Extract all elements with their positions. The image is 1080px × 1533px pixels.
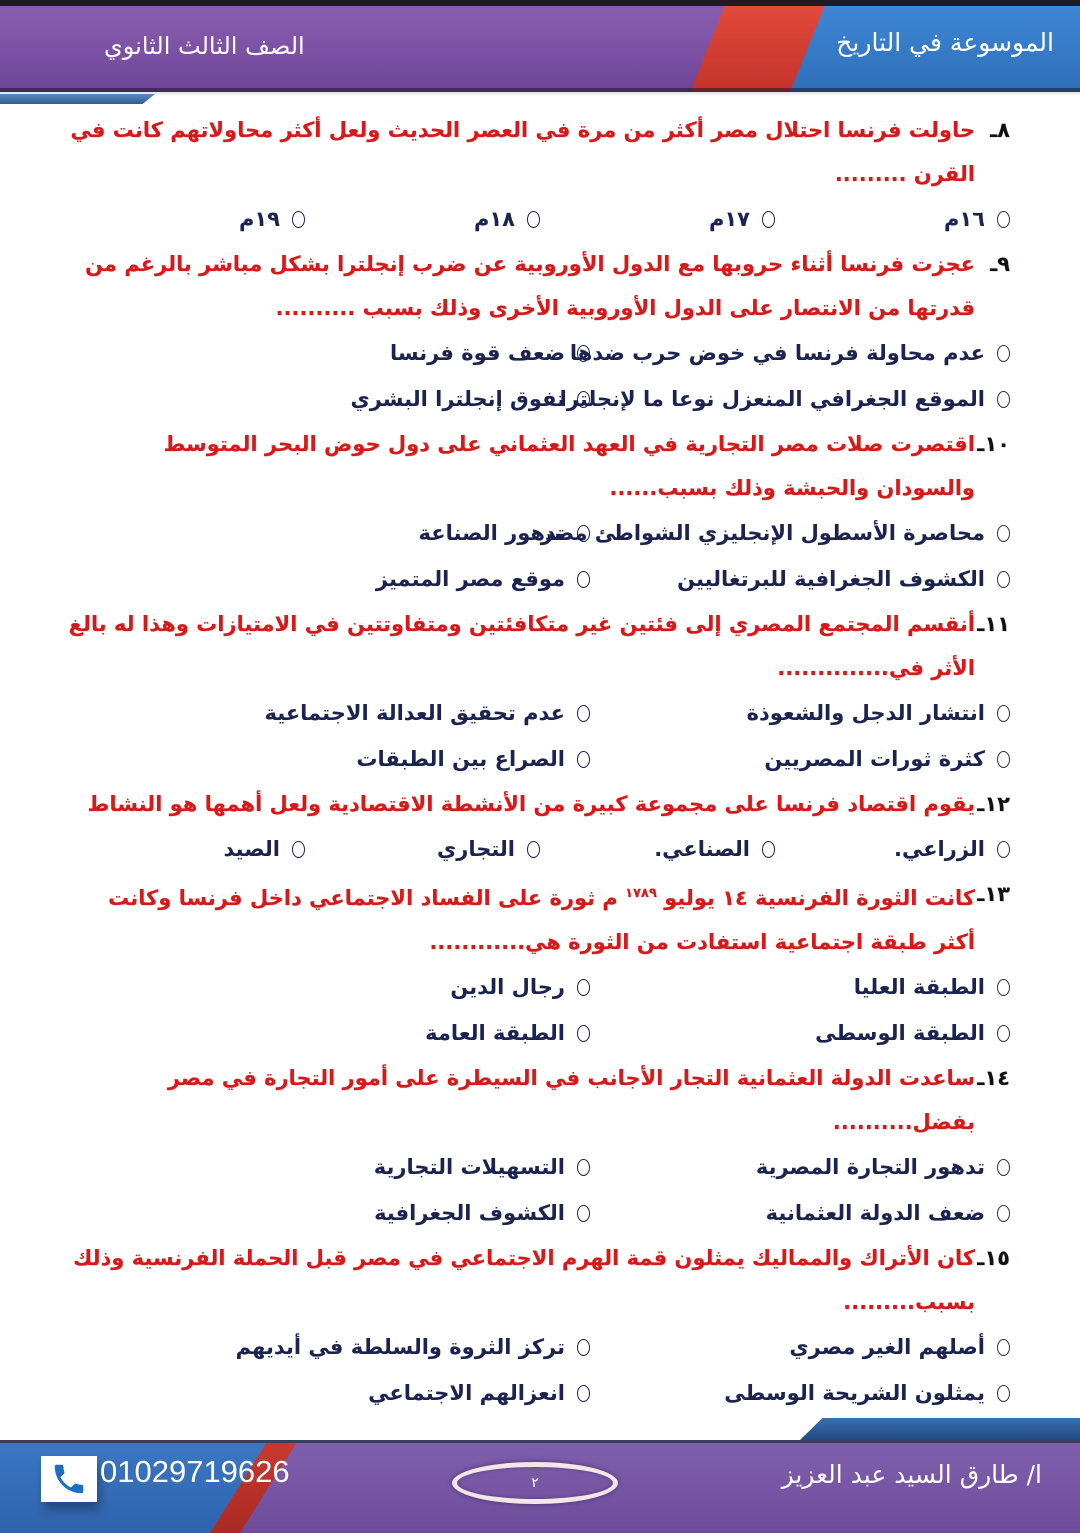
radio-circle-icon[interactable] <box>997 391 1010 408</box>
option[interactable] <box>540 196 775 242</box>
options-group <box>60 510 1010 602</box>
radio-circle-icon[interactable] <box>577 1339 590 1356</box>
question-number: ٩ـ <box>989 252 1010 276</box>
question-number: ١٠ـ <box>977 432 1010 456</box>
question-text <box>60 422 1010 510</box>
option[interactable] <box>590 1324 1010 1370</box>
radio-circle-icon[interactable] <box>997 1025 1010 1042</box>
phone-icon <box>50 1460 88 1498</box>
option-label: التسهيلات التجارية <box>373 1155 565 1179</box>
option[interactable] <box>170 330 590 376</box>
option[interactable] <box>170 690 590 736</box>
question-stem: كان الأتراك والمماليك يمثلون قمة الهرم الاجتماعي في مصر قبل الحملة الفرنسية وذلك بسبب......... <box>73 1246 975 1314</box>
question-block <box>60 1236 1010 1416</box>
option-label: تدهور الصناعة <box>418 521 565 545</box>
radio-circle-icon[interactable] <box>577 571 590 588</box>
question-number: ١٢ـ <box>977 792 1010 816</box>
question-stem-part: كانت الثورة الفرنسية ١٤ يوليو <box>664 886 975 910</box>
option-label: عدم تحقيق العدالة الاجتماعية <box>264 701 565 725</box>
radio-circle-icon[interactable] <box>997 1385 1010 1402</box>
option-label: محاصرة الأسطول الإنجليزي الشواطئ مصر <box>540 521 985 545</box>
radio-circle-icon[interactable] <box>577 751 590 768</box>
option[interactable] <box>305 196 540 242</box>
option-label: ١٧م <box>708 207 750 231</box>
option-label: عدم محاولة فرنسا في خوض حرب ضدها <box>569 341 985 365</box>
radio-circle-icon[interactable] <box>527 841 540 858</box>
radio-circle-icon[interactable] <box>997 705 1010 722</box>
option[interactable] <box>70 826 305 872</box>
question-text <box>60 108 1010 196</box>
option-label: الصراع بين الطبقات <box>356 747 565 771</box>
radio-circle-icon[interactable] <box>997 841 1010 858</box>
option-label: تركز الثروة والسلطة في أيديهم <box>235 1335 565 1359</box>
option-label: كثرة ثورات المصريين <box>764 747 985 771</box>
option[interactable] <box>70 196 305 242</box>
option[interactable] <box>775 826 1010 872</box>
question-number: ١٥ـ <box>977 1246 1010 1270</box>
option[interactable] <box>569 330 1010 376</box>
option-label: انتشار الدجل والشعوذة <box>746 701 985 725</box>
radio-circle-icon[interactable] <box>577 705 590 722</box>
question-text <box>60 1236 1010 1324</box>
radio-circle-icon[interactable] <box>577 345 590 362</box>
radio-circle-icon[interactable] <box>577 525 590 542</box>
options-group <box>60 196 1010 242</box>
option[interactable] <box>170 1370 590 1416</box>
question-text <box>60 872 1010 964</box>
options-group <box>60 1324 1010 1416</box>
question-text <box>60 1056 1010 1144</box>
question-block <box>60 872 1010 1056</box>
option[interactable] <box>590 1370 1010 1416</box>
option-label: الطبقة العليا <box>853 975 985 999</box>
page-header <box>0 6 1080 92</box>
option[interactable] <box>559 376 1010 422</box>
header-underline-shadow <box>0 92 1080 96</box>
question-stem: ساعدت الدولة العثمانية التجار الأجانب في السيطرة على أمور التجارة في مصر بفضل.......... <box>167 1066 975 1134</box>
option[interactable] <box>590 690 1010 736</box>
radio-circle-icon[interactable] <box>577 1025 590 1042</box>
question-number: ١١ـ <box>977 612 1010 636</box>
radio-circle-icon[interactable] <box>762 211 775 228</box>
option-label: ضعف الدولة العثمانية <box>765 1201 985 1225</box>
radio-circle-icon[interactable] <box>577 979 590 996</box>
question-block <box>60 242 1010 422</box>
phone-number: 01029719626 <box>100 1454 290 1489</box>
options-group <box>60 826 1010 872</box>
radio-circle-icon[interactable] <box>997 571 1010 588</box>
page-footer <box>0 1440 1080 1533</box>
option[interactable] <box>590 1190 1010 1236</box>
page-number: ٢ <box>531 1475 539 1491</box>
option[interactable] <box>590 736 1010 782</box>
radio-circle-icon[interactable] <box>997 1159 1010 1176</box>
header-accent-stripe <box>0 94 155 104</box>
radio-circle-icon[interactable] <box>762 841 775 858</box>
option[interactable] <box>775 196 1010 242</box>
option[interactable] <box>590 1144 1010 1190</box>
book-title: الموسوعة في التاريخ <box>836 28 1054 57</box>
radio-circle-icon[interactable] <box>292 211 305 228</box>
option-label: الموقع الجغرافي المنعزل نوعا ما لإنجلترا <box>559 387 985 411</box>
radio-circle-icon[interactable] <box>997 525 1010 542</box>
option[interactable] <box>170 1010 590 1056</box>
option-label: انعزالهم الاجتماعي <box>368 1381 565 1405</box>
radio-circle-icon[interactable] <box>997 211 1010 228</box>
option-label: تفوق إنجلترا البشري <box>350 387 565 411</box>
author-name: ا/ طارق السيد عبد العزيز <box>781 1460 1042 1489</box>
option[interactable] <box>305 826 540 872</box>
question-number: ١٣ـ <box>977 882 1010 906</box>
question-number: ٨ـ <box>989 118 1010 142</box>
phone-icon-box <box>41 1456 97 1502</box>
option-label: التجاري <box>436 837 515 861</box>
question-stem: أنقسم المجتمع المصري إلى فئتين غير متكافئتين ومتفاوتتين في الامتيازات وهذا له بالغ الأثر في.............. <box>68 612 975 680</box>
option-label: يمثلون الشريحة الوسطى <box>724 1381 985 1405</box>
options-group <box>60 690 1010 782</box>
radio-circle-icon[interactable] <box>997 1339 1010 1356</box>
question-block <box>60 782 1010 872</box>
question-text <box>60 242 1010 330</box>
option-label: ١٩م <box>238 207 280 231</box>
radio-circle-icon[interactable] <box>577 1385 590 1402</box>
option-label: تدهور التجارة المصرية <box>755 1155 985 1179</box>
year-superscript: ١٧٨٩ <box>625 886 657 901</box>
question-stem: اقتصرت صلات مصر التجارية في العهد العثماني على دول حوض البحر المتوسط والسودان والحبشة وذلك بسبب...... <box>163 432 975 500</box>
option-label: الصناعي. <box>654 837 750 861</box>
options-group <box>60 330 1010 422</box>
question-block <box>60 602 1010 782</box>
question-block <box>60 108 1010 242</box>
radio-circle-icon[interactable] <box>527 211 540 228</box>
option-label: الطبقة الوسطى <box>815 1021 985 1045</box>
options-group <box>60 964 1010 1056</box>
option-label: رجال الدين <box>450 975 565 999</box>
option-label: ١٨م <box>473 207 515 231</box>
option[interactable] <box>170 1324 590 1370</box>
option[interactable] <box>170 376 590 422</box>
radio-circle-icon[interactable] <box>997 751 1010 768</box>
option[interactable] <box>590 556 1010 602</box>
option[interactable] <box>590 1010 1010 1056</box>
option[interactable] <box>540 510 1010 556</box>
option-label: ١٦م <box>943 207 985 231</box>
radio-circle-icon[interactable] <box>997 345 1010 362</box>
option-label: أصلهم الغير مصري <box>789 1335 985 1359</box>
radio-circle-icon[interactable] <box>577 1205 590 1222</box>
radio-circle-icon[interactable] <box>577 391 590 408</box>
option-label: موقع مصر المتميز <box>375 567 565 591</box>
option-label: الطبقة العامة <box>425 1021 565 1045</box>
footer-top-line <box>0 1440 1080 1443</box>
grade-label: الصف الثالث الثانوي <box>104 32 305 60</box>
option-label: الصيد <box>223 837 280 861</box>
question-stem: حاولت فرنسا احتلال مصر أكثر من مرة في العصر الحديث ولعل أكثر محاولاتهم كانت في القرن ......... <box>70 118 975 186</box>
option[interactable] <box>170 510 590 556</box>
option[interactable] <box>170 1190 590 1236</box>
option-label: الكشوف الجغرافية <box>374 1201 565 1225</box>
footer-accent-stripe <box>800 1418 1080 1440</box>
question-stem: يقوم اقتصاد فرنسا على مجموعة كبيرة من الأنشطة الاقتصادية ولعل أهمها هو النشاط <box>87 792 975 816</box>
question-stem: عجزت فرنسا أثناء حروبها مع الدول الأوروبية عن ضرب إنجلترا بشكل مباشر بالرغم من قدرتها من الانتصار على الدول الأوروبية الأخرى وذلك بسبب .......... <box>84 252 975 320</box>
question-block <box>60 422 1010 602</box>
option[interactable] <box>170 736 590 782</box>
option-label: الكشوف الجغرافية للبرتغاليين <box>677 567 985 591</box>
radio-circle-icon[interactable] <box>292 841 305 858</box>
option[interactable] <box>590 964 1010 1010</box>
radio-circle-icon[interactable] <box>997 979 1010 996</box>
radio-circle-icon[interactable] <box>997 1205 1010 1222</box>
question-text <box>60 602 1010 690</box>
option-label: ضعف قوة فرنسا <box>389 341 565 365</box>
page-number-badge <box>452 1462 618 1504</box>
option-label: الزراعي. <box>893 837 985 861</box>
question-text <box>60 782 1010 826</box>
radio-circle-icon[interactable] <box>577 1159 590 1176</box>
options-group <box>60 1144 1010 1236</box>
question-stem-part: م ثورة على الفساد الاجتماعي داخل فرنسا وكانت أكثر طبقة اجتماعية استفادت من الثورة هي............ <box>108 886 975 954</box>
option[interactable] <box>170 1144 590 1190</box>
question-number: ١٤ـ <box>977 1066 1010 1090</box>
question-block <box>60 1056 1010 1236</box>
option[interactable] <box>540 826 775 872</box>
option[interactable] <box>170 556 590 602</box>
questions-list <box>60 108 1010 1416</box>
option[interactable] <box>170 964 590 1010</box>
